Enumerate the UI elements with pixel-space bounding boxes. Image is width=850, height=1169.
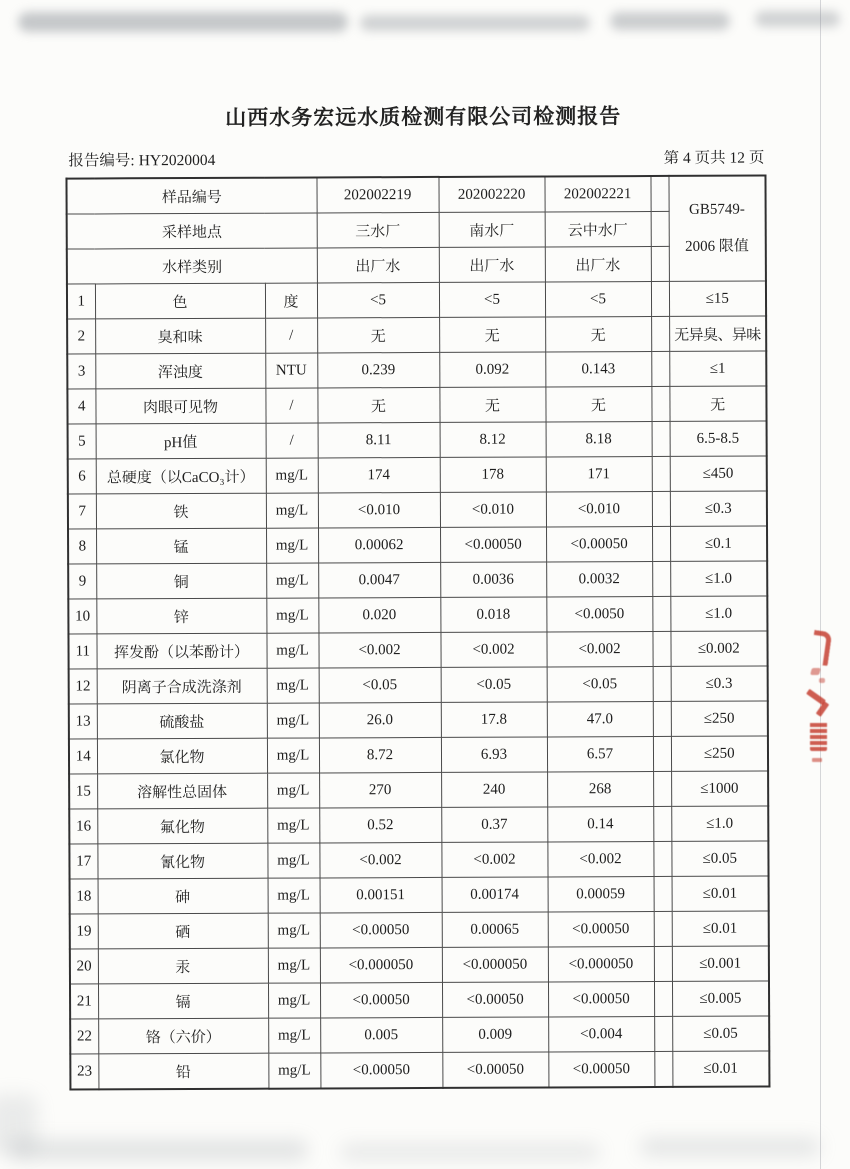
parameter-name-cell: 氟化物: [97, 808, 267, 844]
sample3-value-cell: 无: [545, 317, 651, 352]
sample3-value-cell: 171: [546, 457, 652, 492]
spacer-cell: [651, 316, 669, 351]
spacer-cell: [653, 736, 671, 771]
table-row: [68, 561, 767, 599]
parameter-name-cell: 臭和味: [95, 318, 265, 354]
sample2-value-cell: 无: [439, 387, 545, 422]
limit-value-cell: ≤450: [670, 456, 767, 491]
sample1-value-cell: 0.020: [318, 597, 440, 633]
location-label-cell: 采样地点: [67, 213, 317, 249]
limit-value-cell: ≤1.0: [670, 596, 767, 631]
sample-type-label-cell: 水样类别: [67, 248, 317, 284]
row-number-cell: 21: [70, 984, 98, 1019]
limit-value-cell: ≤250: [671, 736, 768, 771]
spacer-cell: [652, 561, 670, 596]
sample-type-cell: 出厂水: [317, 247, 439, 283]
parameter-name-cell: 镉: [98, 983, 268, 1019]
limit-value-cell: ≤0.002: [670, 631, 767, 666]
sample2-value-cell: 无: [439, 317, 545, 352]
row-number-cell: 11: [68, 634, 96, 669]
sample2-value-cell: 240: [441, 772, 547, 807]
unit-cell: mg/L: [266, 633, 318, 668]
seal-stroke: [812, 758, 822, 762]
parameter-name-cell: 溶解性总固体: [97, 773, 267, 809]
limit-value-cell: ≤0.05: [671, 841, 768, 876]
unit-cell: mg/L: [268, 1018, 320, 1053]
unit-cell: mg/L: [267, 773, 319, 808]
row-number-cell: 2: [67, 319, 95, 354]
row-number-cell: 22: [70, 1019, 98, 1054]
row-number-cell: 12: [69, 669, 97, 704]
sample2-value-cell: <0.002: [441, 842, 547, 877]
limit-value-cell: 无: [669, 386, 766, 421]
sample2-value-cell: <0.002: [440, 632, 546, 667]
limit-value-cell: ≤0.01: [672, 911, 769, 946]
sample3-value-cell: 0.0032: [546, 562, 652, 597]
scan-shadow: [340, 1144, 600, 1160]
seal-stroke: [810, 630, 833, 666]
sample1-value-cell: <0.00050: [320, 982, 442, 1018]
sample-no-cell: 202002219: [316, 177, 438, 213]
spacer-cell: [652, 526, 670, 561]
row-number-cell: 8: [68, 529, 96, 564]
spacer-cell: [651, 281, 669, 316]
sample2-value-cell: 0.018: [440, 597, 546, 632]
limit-value-cell: ≤0.3: [670, 491, 767, 526]
sample2-value-cell: 0.00065: [442, 912, 548, 947]
spacer-cell: [654, 876, 672, 911]
sample1-value-cell: <0.002: [318, 632, 440, 668]
row-number-cell: 4: [67, 389, 95, 424]
table-row: [67, 386, 766, 424]
table-row: [70, 981, 769, 1019]
unit-cell: mg/L: [268, 983, 320, 1018]
spacer-cell: [652, 491, 670, 526]
table-row: [67, 316, 766, 354]
table-row: [69, 701, 768, 739]
sample3-value-cell: <0.010: [546, 492, 652, 527]
unit-cell: mg/L: [267, 668, 319, 703]
limit-standard-code: GB5749-: [688, 201, 745, 218]
limit-value-cell: ≤0.005: [672, 981, 769, 1016]
scan-shadow: [0, 1094, 38, 1154]
sample-no-cell: 202002221: [544, 176, 650, 212]
table-row: [69, 736, 768, 774]
row-number-cell: 16: [69, 809, 97, 844]
row-number-cell: 20: [70, 949, 98, 984]
sample1-value-cell: 无: [317, 317, 439, 353]
sample1-value-cell: 0.005: [320, 1017, 442, 1053]
sample2-value-cell: 0.0036: [440, 562, 546, 597]
header-row-sample-type: [67, 246, 766, 284]
sample3-value-cell: 268: [547, 772, 653, 807]
spacer-cell: [650, 176, 668, 212]
seal-stroke: [816, 701, 830, 717]
sample3-value-cell: 无: [545, 387, 651, 422]
sample1-value-cell: <0.010: [318, 492, 440, 528]
spacer-cell: [654, 946, 672, 981]
table-row: [70, 1051, 769, 1090]
page-indicator: 第 4 页共 12 页: [663, 149, 765, 167]
spacer-cell: [653, 806, 671, 841]
row-number-cell: 1: [67, 284, 95, 319]
sample1-value-cell: <0.00050: [320, 912, 442, 948]
limit-value-cell: ≤0.01: [672, 876, 769, 911]
sample3-value-cell: 0.143: [545, 352, 651, 387]
spacer-cell: [653, 666, 671, 701]
limit-value-cell: ≤250: [671, 701, 768, 736]
spacer-cell: [651, 246, 669, 281]
sample2-value-cell: 0.009: [442, 1017, 548, 1052]
sample3-value-cell: <0.00050: [548, 1052, 654, 1088]
row-number-cell: 9: [68, 564, 96, 599]
results-table-body: [66, 176, 769, 1090]
sample2-value-cell: <0.000050: [442, 947, 548, 982]
sample1-value-cell: <0.05: [319, 667, 441, 703]
limit-value-cell: ≤1.0: [670, 561, 767, 596]
sample3-value-cell: 6.57: [547, 737, 653, 772]
unit-cell: mg/L: [266, 458, 318, 493]
sample1-value-cell: <0.002: [319, 842, 441, 878]
sample1-value-cell: <0.00050: [320, 1052, 442, 1088]
row-number-cell: 18: [70, 879, 98, 914]
unit-cell: mg/L: [266, 528, 318, 563]
limit-value-cell: 无异臭、异味: [669, 316, 766, 351]
unit-cell: mg/L: [267, 738, 319, 773]
sample3-value-cell: 0.14: [547, 807, 653, 842]
limit-standard-year: 2006 限值: [685, 238, 749, 255]
table-row: [68, 526, 767, 564]
unit-cell: mg/L: [267, 843, 319, 878]
table-row: [70, 1016, 769, 1054]
spacer-cell: [653, 841, 671, 876]
sample-no-cell: 202002220: [438, 176, 544, 212]
table-row: [68, 491, 767, 529]
parameter-name-cell: 阴离子合成洗涤剂: [97, 668, 267, 704]
sample1-value-cell: 无: [317, 387, 439, 423]
row-number-cell: 10: [68, 599, 96, 634]
row-number-cell: 14: [69, 739, 97, 774]
unit-cell: mg/L: [268, 948, 320, 983]
spacer-cell: [653, 701, 671, 736]
table-row: [68, 456, 767, 494]
row-number-cell: 17: [69, 844, 97, 879]
spacer-cell: [652, 631, 670, 666]
limit-value-cell: 6.5-8.5: [670, 421, 767, 456]
parameter-name-cell: 锰: [96, 528, 266, 564]
limit-value-cell: ≤0.05: [672, 1016, 769, 1051]
seal-stroke: [810, 668, 821, 675]
water-quality-results-table: [65, 175, 770, 1091]
parameter-name-cell: 锌: [96, 598, 266, 634]
limit-value-cell: ≤1000: [671, 771, 768, 806]
sample2-value-cell: 0.00174: [442, 877, 548, 912]
parameter-name-cell: pH值: [96, 423, 266, 459]
row-number-cell: 6: [68, 459, 96, 494]
sample-type-cell: 出厂水: [439, 247, 545, 282]
report-number: [68, 148, 219, 171]
parameter-name-cell: 铁: [96, 493, 266, 529]
unit-cell: mg/L: [266, 493, 318, 528]
sample3-value-cell: <0.05: [547, 667, 653, 702]
unit-cell: mg/L: [268, 913, 320, 948]
parameter-name-cell: 硒: [98, 913, 268, 949]
unit-cell: NTU: [265, 353, 317, 388]
sample1-value-cell: 0.0047: [318, 562, 440, 598]
report-number-label: 报告编号:: [68, 152, 135, 170]
limit-value-cell: ≤0.01: [672, 1051, 769, 1087]
spacer-cell: [651, 211, 669, 246]
scan-shadow: [640, 1138, 820, 1156]
seal-stroke: [819, 678, 825, 683]
sample2-value-cell: <0.010: [440, 492, 546, 527]
table-row: [69, 666, 768, 704]
unit-cell: mg/L: [266, 563, 318, 598]
sample3-value-cell: <0.00050: [546, 527, 652, 562]
table-row: [70, 946, 769, 984]
sample3-value-cell: 8.18: [546, 422, 652, 457]
sample2-value-cell: 0.092: [439, 352, 545, 387]
row-number-cell: 3: [67, 354, 95, 389]
report-number-value: HY2020004: [138, 151, 216, 170]
parameter-name-cell: 汞: [98, 948, 268, 984]
spacer-cell: [652, 421, 670, 456]
row-number-cell: 5: [68, 424, 96, 459]
sample2-value-cell: 17.8: [441, 702, 547, 737]
spacer-cell: [654, 911, 672, 946]
location-cell: 南水厂: [439, 212, 545, 247]
sample3-value-cell: <5: [545, 282, 651, 317]
sample3-value-cell: <0.002: [547, 842, 653, 877]
limit-value-cell: ≤0.3: [671, 666, 768, 701]
spacer-cell: [654, 1051, 672, 1087]
sample3-value-cell: <0.0050: [546, 597, 652, 632]
sample1-value-cell: <5: [317, 282, 439, 318]
spacer-cell: [652, 456, 670, 491]
sample1-value-cell: 8.11: [318, 422, 440, 458]
sample-no-label-cell: 样品编号: [66, 177, 316, 214]
sample3-value-cell: <0.000050: [548, 947, 654, 982]
spacer-cell: [651, 386, 669, 421]
parameter-name-cell: 氯化物: [97, 738, 267, 774]
parameter-name-cell: 色: [95, 283, 265, 319]
parameter-name-cell: 铜: [96, 563, 266, 599]
sample2-value-cell: <0.00050: [442, 1052, 548, 1088]
page-edge-fold-line: [820, 0, 821, 1169]
sample1-value-cell: 26.0: [319, 702, 441, 738]
sample3-value-cell: <0.00050: [548, 912, 654, 947]
sample3-value-cell: <0.004: [548, 1017, 654, 1052]
sample1-value-cell: 0.00151: [320, 877, 442, 913]
sample1-value-cell: <0.000050: [320, 947, 442, 983]
spacer-cell: [654, 981, 672, 1016]
spacer-cell: [653, 771, 671, 806]
sample1-value-cell: 270: [319, 772, 441, 808]
location-cell: 三水厂: [317, 212, 439, 248]
seal-stroke: [810, 721, 827, 751]
location-cell: 云中水厂: [545, 212, 651, 247]
parameter-name-cell: 浑浊度: [95, 353, 265, 389]
sample2-value-cell: <0.00050: [440, 527, 546, 562]
limit-value-cell: ≤0.001: [672, 946, 769, 981]
row-number-cell: 7: [68, 494, 96, 529]
sample2-value-cell: 8.12: [440, 422, 546, 457]
sample2-value-cell: 178: [440, 457, 546, 492]
sample2-value-cell: <5: [439, 282, 545, 317]
table-row: [70, 876, 769, 914]
parameter-name-cell: 铅: [98, 1053, 268, 1089]
limit-header-cell: [668, 176, 765, 282]
spacer-cell: [652, 596, 670, 631]
row-number-cell: 13: [69, 704, 97, 739]
unit-cell: mg/L: [266, 598, 318, 633]
sample1-value-cell: 174: [318, 457, 440, 493]
unit-cell: mg/L: [268, 878, 320, 913]
limit-value-cell: ≤1: [669, 351, 766, 386]
table-row: [68, 596, 767, 634]
header-row-location: [67, 211, 766, 249]
sample-type-cell: 出厂水: [545, 247, 651, 282]
parameter-name-cell: 硫酸盐: [97, 703, 267, 739]
sample3-value-cell: 0.00059: [548, 877, 654, 912]
table-row: [69, 841, 768, 879]
parameter-name-cell: 氰化物: [97, 843, 267, 879]
parameter-name-cell: 肉眼可见物: [95, 388, 265, 424]
sample1-value-cell: 8.72: [319, 737, 441, 773]
table-row: [67, 351, 766, 389]
sample3-value-cell: 47.0: [547, 702, 653, 737]
table-row: [68, 421, 767, 459]
parameter-name-cell: 铬（六价）: [98, 1018, 268, 1054]
limit-value-cell: ≤0.1: [670, 526, 767, 561]
sample2-value-cell: 6.93: [441, 737, 547, 772]
sample2-value-cell: <0.05: [441, 667, 547, 702]
row-number-cell: 19: [70, 914, 98, 949]
table-row: [70, 911, 769, 949]
table-row: [69, 806, 768, 844]
spacer-cell: [654, 1016, 672, 1051]
scan-shadow: [8, 1140, 308, 1160]
limit-value-cell: ≤15: [669, 281, 766, 316]
unit-cell: /: [265, 388, 317, 423]
parameter-name-cell: 砷: [98, 878, 268, 914]
header-row-sample-no: [66, 176, 765, 215]
table-row: [68, 631, 767, 669]
sample3-value-cell: <0.00050: [548, 982, 654, 1017]
scan-shadow-bottom: [0, 1126, 850, 1169]
unit-cell: mg/L: [267, 703, 319, 738]
sample2-value-cell: <0.00050: [442, 982, 548, 1017]
table-row: [67, 281, 766, 319]
unit-cell: mg/L: [268, 1053, 320, 1089]
row-number-cell: 15: [69, 774, 97, 809]
spacer-cell: [651, 351, 669, 386]
sample1-value-cell: 0.239: [317, 352, 439, 388]
unit-cell: /: [265, 318, 317, 353]
parameter-name-cell: 总硬度（以CaCO₃计）: [96, 458, 266, 494]
table-row: [69, 771, 768, 809]
report-meta-row: [68, 146, 764, 171]
sample2-value-cell: 0.37: [441, 807, 547, 842]
sample3-value-cell: <0.002: [546, 632, 652, 667]
unit-cell: /: [266, 423, 318, 458]
page-title: 山西水务宏远水质检测有限公司检测报告: [225, 105, 622, 130]
limit-value-cell: ≤1.0: [671, 806, 768, 841]
sample1-value-cell: 0.52: [319, 807, 441, 843]
row-number-cell: 23: [70, 1054, 98, 1090]
unit-cell: 度: [265, 283, 317, 318]
parameter-name-cell: 挥发酚（以苯酚计）: [96, 633, 266, 669]
sample1-value-cell: 0.00062: [318, 527, 440, 563]
unit-cell: mg/L: [267, 808, 319, 843]
red-seal-fragment-icon: [806, 628, 834, 768]
